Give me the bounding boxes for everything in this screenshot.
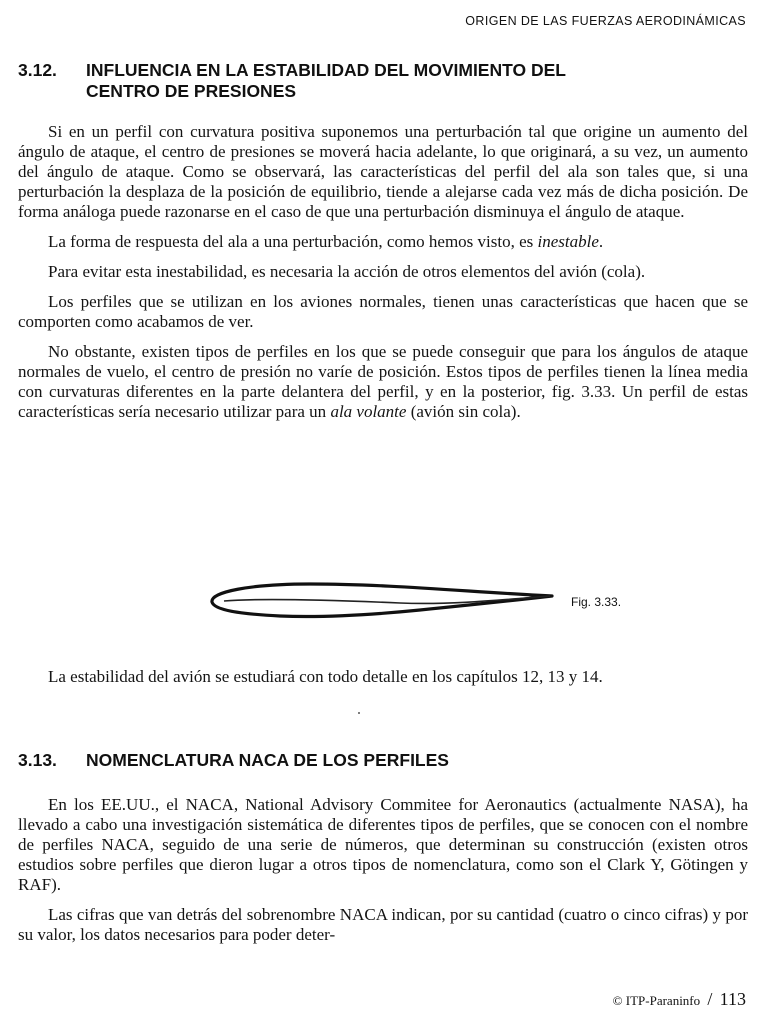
section-title: NOMENCLATURA NACA DE LOS PERFILES	[86, 750, 449, 770]
paragraph: Las cifras que van detrás del sobrenombre NACA indican, por su cantidad (cuatro o cinco cifras) y por su valor, los datos necesarios para poder deter-	[18, 905, 748, 944]
page-number: 113	[719, 989, 746, 1009]
section-title-line1: INFLUENCIA EN LA ESTABILIDAD DEL MOVIMIENTO DEL	[86, 60, 566, 80]
figure-caption: Fig. 3.33.	[571, 595, 622, 609]
paragraph: En los EE.UU., el NACA, National Advisory Commitee for Aeronautics (actualmente NASA), ha llevado a cabo una investigación sistemática de diferentes tipos de perfiles, que se conocen con el nombre de perfiles NACA, seguido de una serie de números, que determinan su construcción (existen otros estudios sobre perfiles que dieron lugar a otros tipos de nomenclatura, como son el Clark Y, Götingen y RAF).	[18, 795, 748, 894]
paragraph: Para evitar esta inestabilidad, es necesaria la acción de otros elementos del avión (cola).	[48, 262, 646, 281]
section-heading-3-12	[18, 60, 748, 102]
page-separator: /	[707, 989, 713, 1009]
publisher-credit: © ITP-Paraninfo	[612, 993, 701, 1008]
paragraph: Si en un perfil con curvatura positiva suponemos una perturbación tal que origine un aumento del ángulo de ataque, el centro de presiones se moverá hacia adelante, lo que originará, a su vez, un aumento del ángulo de ataque. Como se observará, las características del perfil del ala son tales que, si una perturbación la desplaza de la posición de equilibrio, tiende a alejarse cada vez más de dicha posición. De forma análoga puede razonarse en el caso de que una perturbación disminuya el ángulo de ataque.	[18, 122, 748, 221]
paragraph-after-figure	[18, 667, 748, 687]
paragraph: Los perfiles que se utilizan en los aviones normales, tienen unas características que hacen que se comporten como acabamos de ver.	[18, 292, 748, 331]
paragraph: La forma de respuesta del ala a una perturbación, como hemos visto, es inestable.	[48, 232, 604, 251]
section-3-12-body	[18, 122, 748, 422]
section-3-13-body	[18, 795, 748, 945]
section-heading-3-13	[18, 750, 748, 771]
print-speck	[358, 712, 360, 714]
page-footer	[613, 989, 746, 1010]
section-title-line2: CENTRO DE PRESIONES	[86, 81, 297, 101]
paragraph: No obstante, existen tipos de perfiles en los que se puede conseguir que para los ángulos de ataque normales de vuelo, el centro de presión no varíe de posición. Estos tipos de perfiles tienen la línea media con curvaturas diferentes en la parte delantera del perfil, y en la posterior, fig. 3.33. Un perfil de estas características sería necesario utilizar para un ala volante (avión sin cola).	[18, 342, 748, 421]
section-number: 3.13.	[18, 750, 57, 770]
section-number: 3.12.	[18, 60, 57, 80]
paragraph: La estabilidad del avión se estudiará con todo detalle en los capítulos 12, 13 y 14.	[48, 667, 603, 686]
airfoil-figure	[200, 570, 580, 630]
running-head: ORIGEN DE LAS FUERZAS AERODINÁMICAS	[465, 14, 746, 28]
